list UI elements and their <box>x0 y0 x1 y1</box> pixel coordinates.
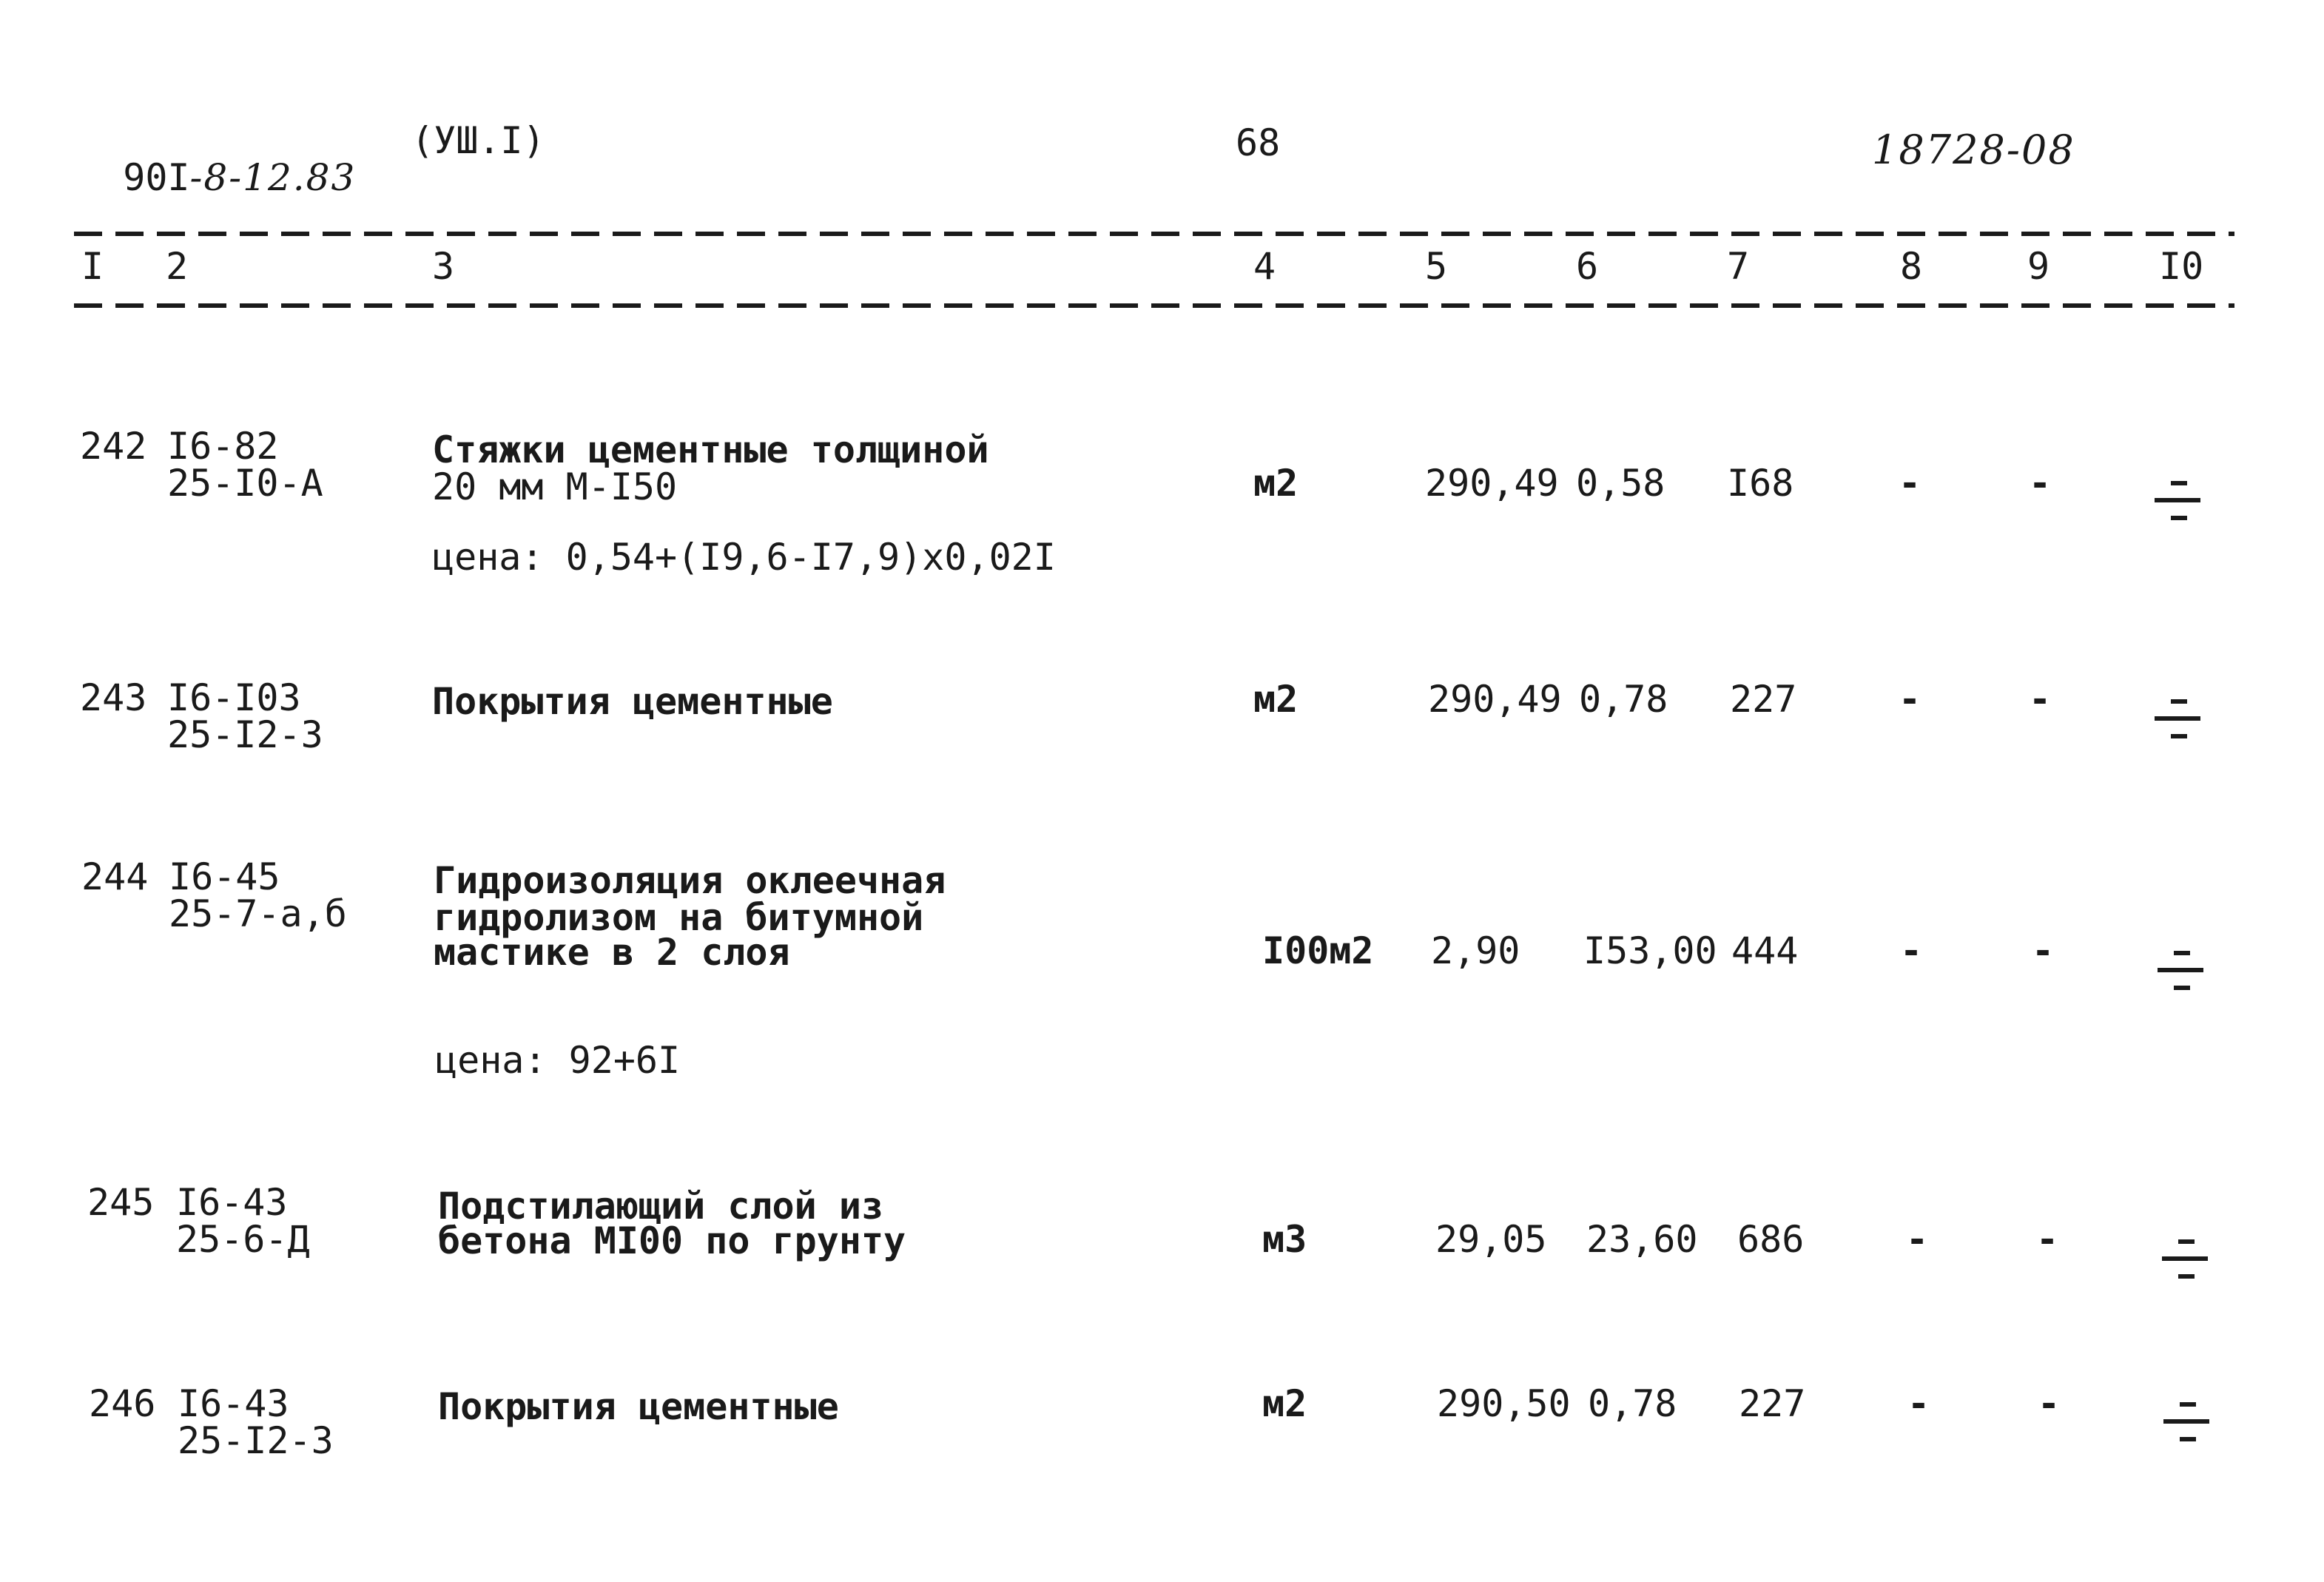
column-header-5: 5 <box>1425 245 1448 288</box>
row-242-quantity: 290,49 <box>1425 462 1559 505</box>
row-242-col-8: - <box>1899 462 1921 505</box>
row-242-price-formula: цена: 0,54+(I9,6-I7,9)x0,02I <box>432 536 1056 579</box>
row-244-desc-line-2: гидролизом на битумной <box>434 896 924 939</box>
row-243-rate: 0,78 <box>1579 678 1668 721</box>
row-244-desc-line-1: Гидроизоляция оклеечная <box>434 859 946 902</box>
row-242-unit: м2 <box>1253 462 1299 505</box>
row-244-col-10-mark <box>2158 951 2209 995</box>
row-243-code-1: I6-I03 <box>167 676 301 719</box>
row-246-number: 246 <box>89 1382 156 1425</box>
column-header-3: 3 <box>432 245 455 288</box>
row-242-desc-line-2: 20 мм М-I50 <box>432 465 678 508</box>
row-245-col-8: - <box>1906 1218 1929 1261</box>
row-243-code-2: 25-I2-3 <box>167 713 323 756</box>
row-242-code-1: I6-82 <box>167 425 279 468</box>
row-242-col-9: - <box>2029 462 2052 505</box>
column-header-2: 2 <box>166 245 189 288</box>
stamp-number: 18728-08 <box>1872 127 2075 173</box>
row-245-desc-line-1: Подстилающий слой из <box>438 1185 884 1228</box>
row-245-code-1: I6-43 <box>176 1181 288 1224</box>
row-243-col-9: - <box>2029 678 2052 721</box>
row-244-desc-line-3: мастике в 2 слоя <box>434 931 790 974</box>
row-246-col-9: - <box>2038 1382 2061 1425</box>
row-242-total: I68 <box>1727 462 1794 505</box>
column-header-4: 4 <box>1253 245 1276 288</box>
row-245-code-2: 25-6-Д <box>176 1218 310 1261</box>
row-245-rate: 23,60 <box>1586 1218 1698 1261</box>
row-245-unit: м3 <box>1262 1218 1307 1261</box>
row-245-col-10-mark <box>2162 1239 2214 1284</box>
row-246-rate: 0,78 <box>1588 1382 1677 1425</box>
row-243-col-8: - <box>1899 678 1921 721</box>
row-244-rate: I53,00 <box>1583 929 1717 972</box>
row-246-total: 227 <box>1739 1382 1806 1425</box>
row-246-col-10-mark <box>2163 1402 2215 1447</box>
row-246-desc-line-1: Покрытия цементные <box>438 1385 839 1428</box>
column-header-9: 9 <box>2027 245 2050 288</box>
row-243-quantity: 290,49 <box>1428 678 1562 721</box>
row-244-code-1: I6-45 <box>169 855 280 898</box>
column-header-10: I0 <box>2159 245 2204 288</box>
row-246-code-2: 25-I2-3 <box>178 1419 334 1462</box>
row-244-number: 244 <box>81 855 149 898</box>
album-label: (УШ.I) <box>411 119 545 162</box>
row-242-col-10-mark <box>2155 481 2206 525</box>
row-246-col-8: - <box>1907 1382 1930 1425</box>
row-244-quantity: 2,90 <box>1431 929 1520 972</box>
row-246-unit: м2 <box>1262 1382 1307 1425</box>
row-244-price-formula: цена: 92+6I <box>435 1039 681 1082</box>
page-number: 68 <box>1236 121 1281 164</box>
document-code <box>78 122 357 199</box>
row-244-col-9: - <box>2032 929 2055 972</box>
row-242-code-2: 25-I0-A <box>167 462 323 505</box>
row-244-col-8: - <box>1900 929 1923 972</box>
row-245-number: 245 <box>87 1181 155 1224</box>
column-header-1: I <box>81 245 104 288</box>
row-245-quantity: 29,05 <box>1435 1218 1547 1261</box>
row-243-total: 227 <box>1730 678 1797 721</box>
row-242-rate: 0,58 <box>1576 462 1665 505</box>
header-bottom-rule <box>74 303 2234 308</box>
row-243-number: 243 <box>80 676 147 719</box>
row-244-unit: I00м2 <box>1262 929 1374 972</box>
row-244-total: 444 <box>1731 929 1799 972</box>
row-243-desc-line-1: Покрытия цементные <box>432 680 833 723</box>
row-245-total: 686 <box>1737 1218 1805 1261</box>
row-244-code-2: 25-7-а,б <box>169 892 347 935</box>
column-header-8: 8 <box>1900 245 1923 288</box>
column-header-7: 7 <box>1727 245 1750 288</box>
row-245-desc-line-2: бетона МI00 по грунту <box>438 1219 906 1262</box>
row-246-code-1: I6-43 <box>178 1382 289 1425</box>
row-242-desc-line-1: Стяжки цементные толщиной <box>432 428 989 471</box>
row-245-col-9: - <box>2036 1218 2059 1261</box>
document-code-typed: 90I <box>123 156 190 199</box>
column-header-6: 6 <box>1576 245 1599 288</box>
row-246-quantity: 290,50 <box>1437 1382 1571 1425</box>
row-243-unit: м2 <box>1253 678 1299 721</box>
row-243-col-10-mark <box>2155 699 2206 744</box>
document-code-handwritten: -8-12.83 <box>189 156 357 199</box>
header-top-rule <box>74 232 2234 236</box>
row-242-number: 242 <box>80 425 147 468</box>
